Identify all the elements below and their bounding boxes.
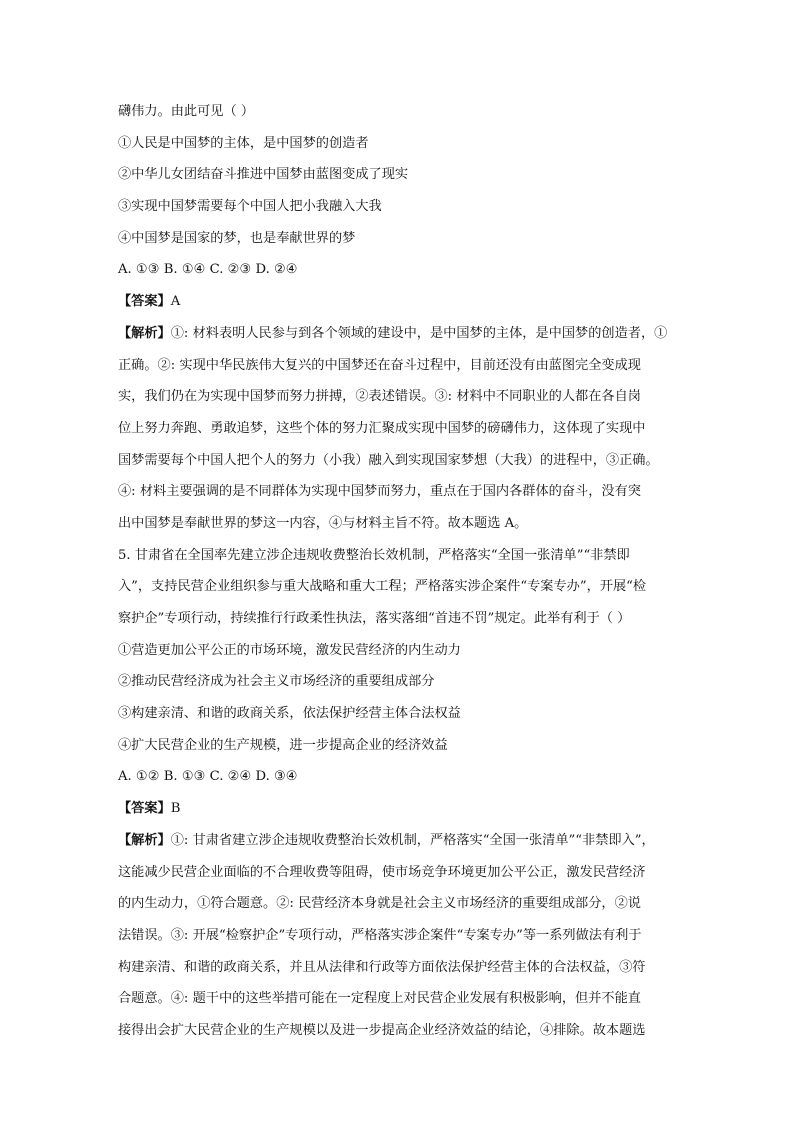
analysis-label: 【解析】 <box>118 832 171 848</box>
answer-label: 【答案】 <box>118 294 171 310</box>
q5-stem-line: 察护企”专项行动，持续推行行政柔性执法，落实落细“首违不罚”规定。此举有利于（ ） <box>118 611 631 626</box>
answer-label: 【答案】 <box>118 801 171 817</box>
q4-analysis-line: 正确。②: 实现中华民族伟大复兴的中国梦还在奋斗过程中，目前还没有由蓝图完全变成现 <box>118 357 641 373</box>
answer-value: B <box>170 801 181 817</box>
q5-analysis-line: 法错误。③: 开展“检察护企”专项行动，严格落实涉企案件“专案专办”等一系列做法有利于 <box>118 927 642 943</box>
q4-analysis-line: 实，我们仍在为实现中国梦而努力拼搏，②表述错误。③: 材料中不同职业的人都在各自岗 <box>118 389 641 405</box>
q5-option-4: ④扩大民营企业的生产规模，进一步提高企业的经济效益 <box>118 737 448 753</box>
q5-analysis-line: 构建亲清、和谐的政商关系，并且从法律和行政等方面依法保护经营主体的合法权益，③符 <box>118 959 646 975</box>
document-page <box>118 96 678 1047</box>
q5-analysis-line: 这能减少民营企业面临的不合理收费等阻碍，使市场竞争环境更加公平公正，激发民营经济 <box>118 864 646 880</box>
q4-analysis-line: 国梦需要每个中国人把个人的努力（小我）融入到实现国家梦想（大我）的进程中，③正确。 <box>118 452 659 468</box>
q5-analysis-line: 合题意。④: 题干中的这些举措可能在一定程度上对民营企业发展有积极影响，但并不能直 <box>118 991 641 1007</box>
q5-option-3: ③构建亲清、和谐的政商关系，依法保护经营主体合法权益 <box>118 706 461 722</box>
q4-choices: A. ①③ B. ①④ C. ②③ D. ②④ <box>118 262 298 278</box>
q5-choices: A. ①② B. ①③ C. ②④ D. ③④ <box>118 769 298 785</box>
q4-option-1: ①人民是中国梦的主体，是中国梦的创造者 <box>118 135 369 151</box>
q5-answer <box>118 793 678 825</box>
q4-option-3: ③实现中国梦需要每个中国人把小我融入大我 <box>118 199 382 215</box>
q5-stem-line: 5. 甘肃省在全国率先建立涉企违规收费整治长效机制，严格落实“全国一张清单”“非禁即 <box>118 547 630 563</box>
q5-option-2: ②推动民营经济成为社会主义市场经济的重要组成部分 <box>118 674 435 690</box>
q5-stem-line: 入”，支持民营企业组织参与重大战略和重大工程；严格落实涉企案件“专案专办”，开展“检 <box>118 579 647 595</box>
q5-option-1: ①营造更加公平公正的市场环境，激发民营经济的内生动力 <box>118 642 461 658</box>
analysis-text: ①: 材料表明人民参与到各个领域的建设中，是中国梦的主体，是中国梦的创造者，① <box>170 325 668 341</box>
q4-analysis-line: 出中国梦是奉献世界的梦这一内容，④与材料主旨不符。故本题选 A。 <box>118 515 528 531</box>
q4-analysis-line: 位上努力奔跑、勇敢追梦，这些个体的努力汇聚成实现中国梦的磅礴伟力，这体现了实现中 <box>118 420 646 436</box>
analysis-text: ①: 甘肃省建立涉企违规收费整治长效机制，严格落实“全国一张清单”“非禁即入”， <box>170 832 655 848</box>
q4-option-2: ②中华儿女团结奋斗推进中国梦由蓝图变成了现实 <box>118 167 409 183</box>
q4-answer <box>118 286 678 318</box>
analysis-label: 【解析】 <box>118 325 171 341</box>
q4-option-4: ④中国梦是国家的梦，也是奉献世界的梦 <box>118 230 356 246</box>
answer-value: A <box>170 294 181 310</box>
q5-analysis-line: 接得出会扩大民营企业的生产规模以及进一步提高企业经济效益的结论，④排除。故本题选 <box>118 1022 646 1038</box>
q5-analysis-line <box>118 825 678 857</box>
q4-analysis-line: ④: 材料主要强调的是不同群体为实现中国梦而努力，重点在于国内各群体的奋斗，没有突 <box>118 484 641 500</box>
q5-analysis-line: 的内生动力，①符合题意。②: 民营经济本身就是社会主义市场经济的重要组成部分，②说 <box>118 896 641 912</box>
q4-analysis-line <box>118 318 678 350</box>
q4-stem-tail: 礴伟力。由此可见（ ） <box>118 104 255 119</box>
